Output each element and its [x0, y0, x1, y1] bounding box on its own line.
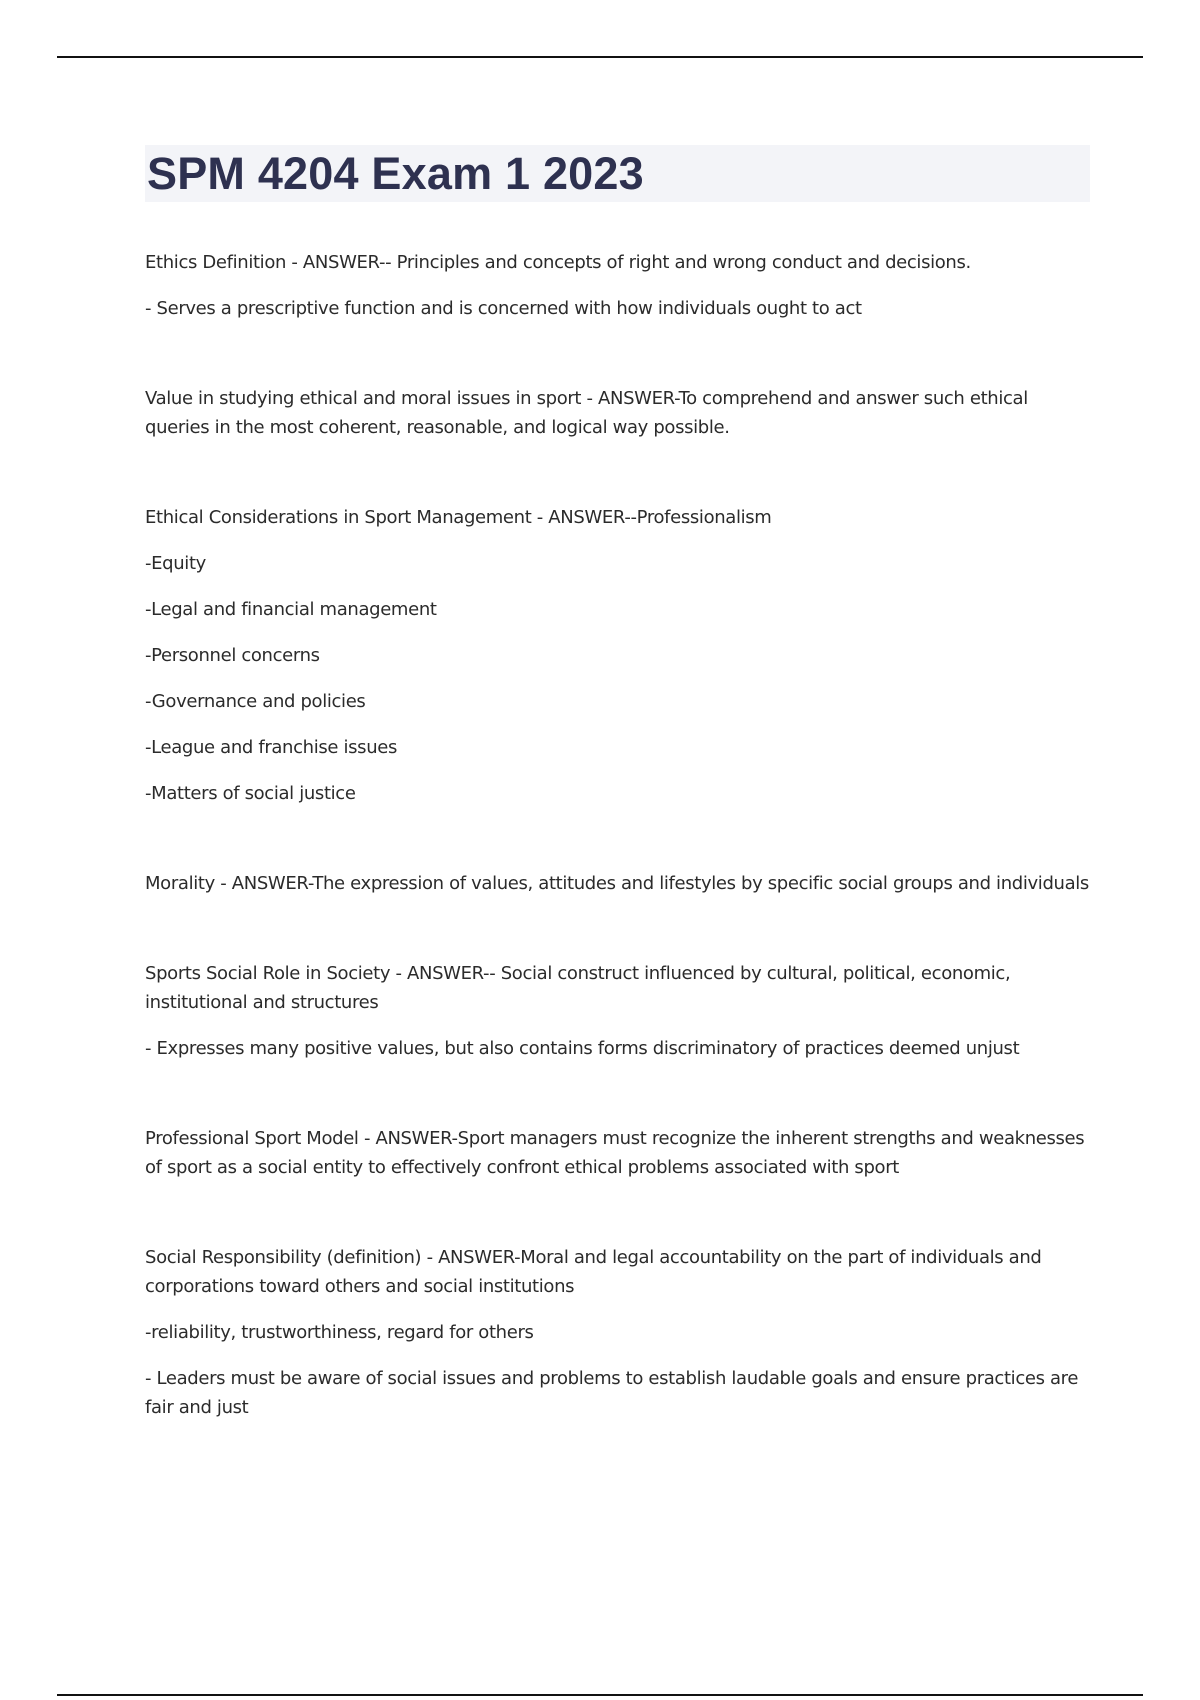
qa-list: [145, 248, 1090, 1422]
qa-line: - Leaders must be aware of social issues and problems to establish laudable goals and ensure practices are fair and just: [145, 1368, 1079, 1418]
qa-entry-ethics-definition: [145, 248, 1090, 323]
qa-entry-sports-social-role: [145, 959, 1090, 1063]
title-band: [145, 145, 1090, 202]
qa-line: -League and franchise issues: [145, 737, 398, 758]
document-title: SPM 4204 Exam 1 2023: [147, 148, 644, 199]
document-content: [145, 145, 1090, 1483]
header-rule: [57, 56, 1143, 58]
qa-line: -Matters of social justice: [145, 783, 356, 804]
qa-line: Morality - ANSWER-The expression of values, attitudes and lifestyles by specific social groups and individuals: [145, 873, 1089, 894]
qa-entry-social-responsibility: [145, 1243, 1090, 1422]
qa-line: Ethical Considerations in Sport Management - ANSWER--Professionalism: [145, 507, 772, 528]
qa-line: Ethics Definition - ANSWER-- Principles and concepts of right and wrong conduct and decisions.: [145, 252, 971, 273]
qa-line: Professional Sport Model - ANSWER-Sport managers must recognize the inherent strengths and weaknesses of sport as a social entity to effectively confront ethical problems associated with sport: [145, 1128, 1085, 1178]
qa-line: - Serves a prescriptive function and is concerned with how individuals ought to act: [145, 298, 862, 319]
qa-line: -reliability, trustworthiness, regard for others: [145, 1322, 534, 1343]
qa-line: -Personnel concerns: [145, 645, 320, 666]
qa-entry-professional-sport-model: [145, 1124, 1090, 1182]
qa-line: Value in studying ethical and moral issues in sport - ANSWER-To comprehend and answer such ethical queries in the most coherent, reasonable, and logical way possible.: [145, 388, 1028, 438]
qa-entry-value-studying-ethics: [145, 384, 1090, 442]
qa-line: -Legal and financial management: [145, 599, 437, 620]
qa-entry-morality: [145, 869, 1090, 898]
qa-line: Social Responsibility (definition) - ANSWER-Moral and legal accountability on the part of individuals and corporations toward others and social institutions: [145, 1247, 1042, 1297]
qa-line: -Governance and policies: [145, 691, 366, 712]
qa-line: -Equity: [145, 553, 206, 574]
qa-line: Sports Social Role in Society - ANSWER-- Social construct influenced by cultural, political, economic, institutional and structures: [145, 963, 1011, 1013]
footer-rule: [57, 1694, 1143, 1696]
qa-entry-ethical-considerations: [145, 503, 1090, 808]
qa-line: - Expresses many positive values, but also contains forms discriminatory of practices deemed unjust: [145, 1038, 1020, 1059]
